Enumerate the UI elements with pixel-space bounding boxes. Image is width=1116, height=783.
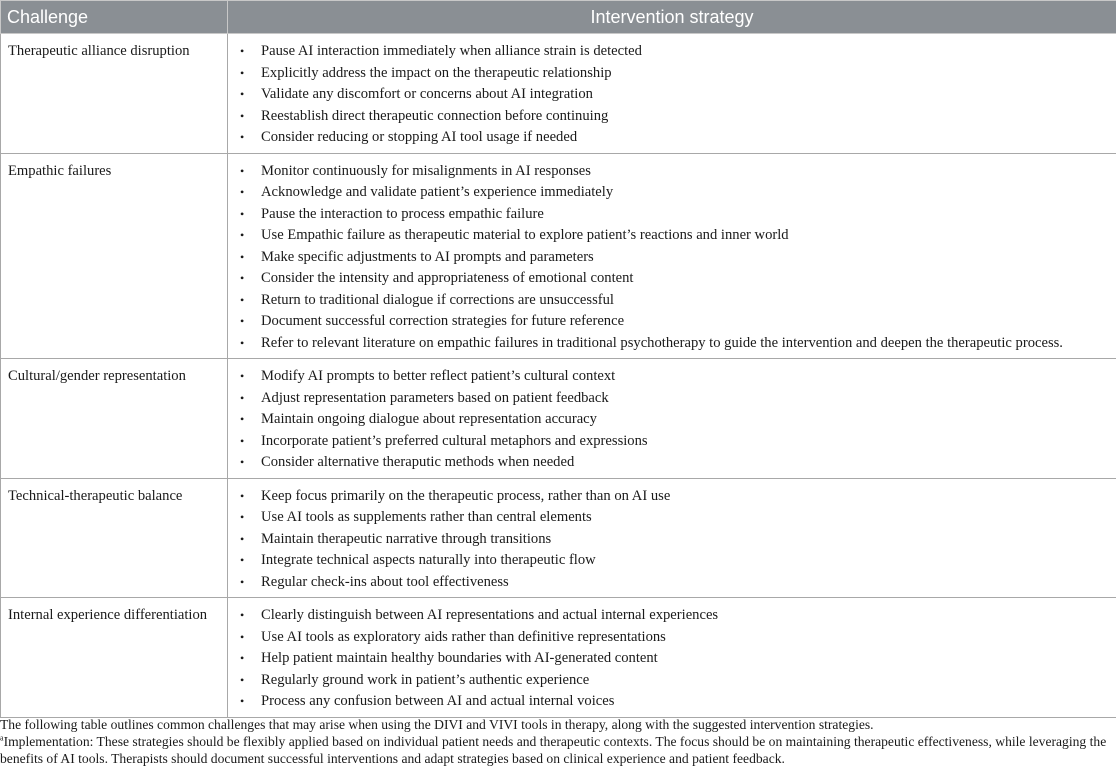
strategy-cell <box>228 478 1116 598</box>
strategy-item: • Consider the intensity and appropriateness of emotional content <box>235 268 1110 290</box>
strategy-item: • Use AI tools as supplements rather than central elements <box>235 507 1110 529</box>
table-row <box>1 598 1116 718</box>
strategy-item: • Incorporate patient’s preferred cultural metaphors and expressions <box>235 431 1110 453</box>
table-caption-note: The following table outlines common challenges that may arise when using the DIVI and VIVI tools in therapy, along with the suggested intervention strategies. <box>0 717 874 732</box>
table-row <box>1 34 1116 154</box>
strategy-item: • Consider alternative theraputic methods when needed <box>235 452 1110 474</box>
strategy-cell <box>228 34 1116 154</box>
implementation-text: Implementation: These strategies should be flexibly applied based on individual patient needs and therapeutic contexts. The focus should be on maintaining therapeutic effectiveness, while leveraging the benefits of AI tools. Therapists should document successful interventions and adapt strategies based on clinical experience and patient feedback. <box>0 734 1107 767</box>
strategy-item: • Adjust representation parameters based on patient feedback <box>235 388 1110 410</box>
strategy-list <box>235 366 1110 474</box>
table-row <box>1 478 1116 598</box>
strategy-list <box>235 161 1110 355</box>
strategy-item: • Reestablish direct therapeutic connection before continuing <box>235 106 1110 128</box>
strategy-cell <box>228 598 1116 718</box>
table-body <box>1 34 1116 718</box>
table-header-row <box>1 1 1116 34</box>
header-intervention-strategy: Intervention strategy <box>228 1 1116 34</box>
strategy-item: • Make specific adjustments to AI prompts and parameters <box>235 247 1110 269</box>
challenge-cell: Empathic failures <box>1 153 228 359</box>
strategy-item: • Integrate technical aspects naturally into therapeutic flow <box>235 550 1110 572</box>
table-row <box>1 153 1116 359</box>
strategy-item: • Pause AI interaction immediately when alliance strain is detected <box>235 41 1110 63</box>
strategy-item: • Keep focus primarily on the therapeutic process, rather than on AI use <box>235 486 1110 508</box>
strategy-item: • Document successful correction strategies for future reference <box>235 311 1110 333</box>
strategy-item: • Regular check-ins about tool effectiveness <box>235 572 1110 594</box>
implementation-note <box>0 733 1116 767</box>
strategy-item: • Consider reducing or stopping AI tool usage if needed <box>235 127 1110 149</box>
strategy-list <box>235 41 1110 149</box>
strategy-item: • Process any confusion between AI and actual internal voices <box>235 691 1110 713</box>
challenge-cell: Cultural/gender representation <box>1 359 228 479</box>
strategy-list <box>235 486 1110 594</box>
strategy-cell <box>228 359 1116 479</box>
strategy-item: • Refer to relevant literature on empathic failures in traditional psychotherapy to guide the intervention and deepen the therapeutic process. <box>235 333 1110 355</box>
strategy-item: • Help patient maintain healthy boundaries with AI-generated content <box>235 648 1110 670</box>
strategy-item: • Modify AI prompts to better reflect patient’s cultural context <box>235 366 1110 388</box>
header-challenge: Challenge <box>1 1 228 34</box>
strategy-item: • Monitor continuously for misalignments in AI responses <box>235 161 1110 183</box>
strategy-item: • Validate any discomfort or concerns about AI integration <box>235 84 1110 106</box>
challenge-cell: Therapeutic alliance disruption <box>1 34 228 154</box>
strategy-item: • Regularly ground work in patient’s authentic experience <box>235 670 1110 692</box>
strategy-item: • Maintain therapeutic narrative through transitions <box>235 529 1110 551</box>
strategy-item: • Maintain ongoing dialogue about representation accuracy <box>235 409 1110 431</box>
challenge-cell: Technical-therapeutic balance <box>1 478 228 598</box>
strategy-item: • Return to traditional dialogue if corrections are unsuccessful <box>235 290 1110 312</box>
table-footnotes <box>0 716 1116 768</box>
strategy-item: • Use AI tools as exploratory aids rather than definitive representations <box>235 627 1110 649</box>
challenge-cell: Internal experience differentiation <box>1 598 228 718</box>
strategy-item: • Explicitly address the impact on the therapeutic relationship <box>235 63 1110 85</box>
strategy-item: • Use Empathic failure as therapeutic material to explore patient’s reactions and inner world <box>235 225 1110 247</box>
strategy-item: • Acknowledge and validate patient’s experience immediately <box>235 182 1110 204</box>
strategy-item: • Clearly distinguish between AI representations and actual internal experiences <box>235 605 1110 627</box>
strategy-item: • Pause the interaction to process empathic failure <box>235 204 1110 226</box>
footnote-marker: a <box>0 733 4 743</box>
strategy-cell <box>228 153 1116 359</box>
strategy-list <box>235 605 1110 713</box>
table-row <box>1 359 1116 479</box>
